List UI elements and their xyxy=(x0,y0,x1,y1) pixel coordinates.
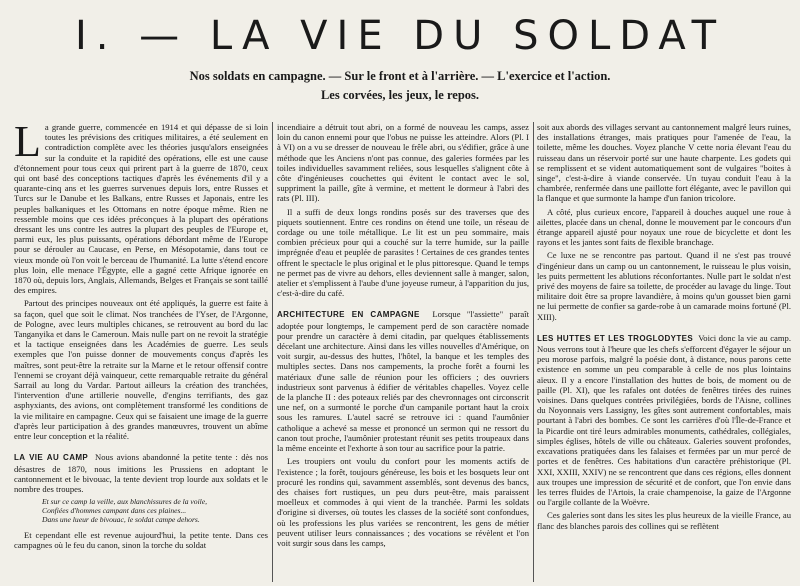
verse-line: Confiées d'hommes campant dans ces plaines... xyxy=(42,506,187,516)
paragraph-with-heading xyxy=(14,452,268,494)
paragraph: incendiaire a détruit tout abri, on a formé de nouveau les camps, assez loin du canon ennemi pour que l'obus ne puisse les atteindre. Alors (Pl. I à VI) on a vu se dresser de nouveau le frêle abri, ou s'édifier, grâce à une méthode que les Anciens n'ont pas connue, des galeries formées par les toiles individuelles savamment reliées, sous lesquelles s'alignent côte à côte d'ingénieuses couchettes qui évitent le contact avec le sol, suppriment la paille, gîte à vermine, et mettent le dormeur à l'abri des rats (Pl. III). xyxy=(277,122,529,204)
verse-line: Et sur ce camp la veille, aux blanchissures de la voile, xyxy=(42,497,208,507)
section-heading-architecture: ARCHITECTURE EN CAMPAGNE xyxy=(277,310,420,320)
verse-quote xyxy=(42,497,268,524)
page-title: I. — LA VIE DU SOLDAT xyxy=(74,13,726,59)
subtitle-line-2: Les corvées, les jeux, le repos. xyxy=(320,88,480,102)
paragraph-text: Nous avions abandonné la petite tente : dès nos désastres de 1870, nous imitions les Prussiens en adoptant le cantonnement et le bivouac, la tente devient trop lourde aux soldats et le nombre des troupes. xyxy=(14,452,268,494)
column-rule-2 xyxy=(533,122,534,582)
paragraph-text: Voici donc la vie au camp. Nous verrons tout à l'heure que les chefs s'efforcent d'égayer le séjour un peu morose parfois, malgré la poésie dont, à distance, nous parons cette existence en somme un peu comparable à celle de nos plus lointains aïeux. Il y a encore l'installation des huttes de bois, de moment ou de paille (Pl. XI), que les rafales ont dotées de fenêtres tirées des ruines voisines. Dans quelques contrées privilégiées, bords de l'Aisne, collines du Noyonnais vers Lassigny, les gîtes sont autrement confortables, mais pourtant à l'abri des bombes. Ce sont les carrières d'où l'Île-de-France et la Picardie ont tiré leurs admirables monuments, cathédrales, collégiales, simples églises, hôtels de ville ou châteaux. Galeries souvent profondes, excavations pratiquées dans les falaises et fermées par un mur percé de portes et de fenêtres. Ces habitations d'un caractère préhistorique (Pl. XXI, XXIII, XXIV) ne se rencontrent que dans ces régions, elles donnent aux troupes une impression de sécurité et de confort, que l'on envie dans les terres fluides de l'Artois, la craie champenoise, la gaize de l'Argonne ou l'argile collante de la Woëvre. xyxy=(537,332,791,508)
section-heading-vie-au-camp: LA VIE AU CAMP xyxy=(14,453,89,463)
paragraph: Les troupiers ont voulu du confort pour les moments actifs de l'existence ; la forêt, toujours généreuse, les bois et les bosquets leur ont procuré les rondins qui, savamment assemblés, sont devenus des bancs, des chaises fort rustiques, un peu durs peut-être, mais paraissent moelleux et commodes à qui vient de la tranchée. Parmi les soldats d'origine si diverses, où toutes les classes de la société sont confondues, où les professions les plus variées se rencontrent, les gens de métier peuvent utiliser leurs connaissances ; des vocations se révèlent et l'on voit surgir sous dans les camps, xyxy=(277,456,529,548)
text-column-2 xyxy=(277,122,529,584)
paragraph-text: a grande guerre, commencée en 1914 et qui dépasse de si loin toutes les prévisions des critiques militaires, a été seulement en contradiction complète avec les théories jusqu'alors enseignées sur la conduite et la rapidité des opérations, elle est une cause d'étonnement pour tous ceux qui prirent part à la guerre de 1870, ceux qui ont basé des conceptions tactiques d'après les événements d'il y a quarante-cinq ans et les guerres survenues depuis lors, entre Russes et Turcs sur le Danube et les Balkans, entre Russes et Japonais, entre les peuples balkaniques et les Ottomans en notre époque même. Rien ne ressemble moins que ces idées préconçues à la plupart des opérations dressant les uns contre les autres la plupart des peuples de l'Europe et, parmi eux, les plus puissants, opérations débordant même de l'Europe pour se dérouler au Caucase, en Perse, en Mésopotamie, dans tout ce vieux monde où l'on voit le berceau de l'humanité. La lutte s'étend encore plus loin, elle menace l'Égypte, elle a gagné cette Afrique ignorée en 1870 où, depuis lors, Anglais, Allemands, Belges et Français se sont taillé des empires. xyxy=(14,122,268,296)
paragraph: Et cependant elle est revenue aujourd'hui, la petite tente. Dans ces campagnes où le feu du canon, sinon la torche du soldat xyxy=(14,530,268,551)
paragraph: Il a suffi de deux longs rondins posés sur des traverses que des piquets soutiennent. Entre ces rondins on étend une toile, un réseau de cordage ou une toile métallique. Le lit est un peu sommaire, mais combien précieux pour qui a couché sur la terre humide, sur la paille imprégnée d'eau et peuplée de parasites ! Certaines de ces grandes tentes offrent le spectacle le plus original et le plus pittoresque. Quand le temps ne permet pas de vivre au dehors, elles deviennent salle à manger, salon, atelier et s'emplissent à l'aube d'une joyeuse rumeur, à l'apparition du jus, c'est-à-dire du café. xyxy=(277,206,529,299)
paragraph-with-heading xyxy=(537,333,791,507)
paragraph: Partout des principes nouveaux ont été appliqués, la guerre est faite à sa façon, quel que soit le climat. Nos tranchées de l'Yser, de l'Argonne, de Pologne, avec leurs multiples chicanes, se retrouvent au bord du lac Tanganyika et dans le Cameroun. Mais nulle part on ne revoit la stratégie et la tactique enseignées dans les Académies de guerre. Les seuls exemples que l'on puisse donner de mouvements conçus d'après les maîtres, sont peut-être la retraite sur la Marne et le retour offensif contre l'ennemi se croyant déjà vainqueur, cette remarquable retraite du général Sarrail au long du Vardar. Partout ailleurs la création des tranchées, l'intervention d'une artillerie nouvelle, d'engins terrifiants, des gaz asphyxiants, des avions, ont complètement transformé les conditions de la vie militaire en campagne. Ceux qui se faisaient une image de la guerre d'après leur participation à des grandes manœuvres, trouvent un abîme entre leur conception et la réalité. xyxy=(14,298,268,442)
subtitle-line-1: Nos soldats en campagne. — Sur le front et à l'arrière. — L'exercice et l'action. xyxy=(189,69,611,83)
paragraph: Ce luxe ne se rencontre pas partout. Quand il ne s'est pas trouvé d'ingénieur dans un camp ou un cantonnement, le ruisseau le plus voisin, les puits permettent les ablutions réconfortantes. Nulle part le soldat n'est privé des moyens de faire sa toilette, de procéder au lavage du linge. Tout militaire doit être sa propre lavandière, à moins qu'un gousset bien garni ne lui permette de confier sa garde-robe à un camarade moins fortuné (Pl. XIII). xyxy=(537,250,791,322)
spacer xyxy=(14,444,268,452)
paragraph: A côté, plus curieux encore, l'appareil à douches auquel une roue à ailettes, placée dans un chenal, donne le mouvement par le concours d'un étrange appareil ajusté pour noyaux une roue de bicyclette et dont les rayons et les jantes sont faits de flexible branchage. xyxy=(537,206,791,248)
paragraph: Ces galeries sont dans les sites les plus heureux de la vieille France, au flanc des blanches parois des collines qui se reflètent xyxy=(537,510,791,531)
paragraph: soit aux abords des villages servant au cantonnement malgré leurs ruines, des installations étranges, mais pratiques pour l'amenée de l'eau, la toilette, même les douches. Voyez planche V cette noria élevant l'eau du ruisseau dans un réservoir porté sur une haute charpente. Les godets qui se remplissent et se vident automatiquement sont de vulgaires "boites à singe", c'est-à-dire à viande conservée. Un tuyau conduit l'eau à la chambrée, renfermée dans une paillotte fort élégante, avec le pavillon qui la flanque et que surmonte la hampe d'un fanion tricolore. xyxy=(537,122,791,204)
section-heading-huttes: LES HUTTES ET LES TROGLODYTES xyxy=(537,333,694,343)
verse-line: Dans une lueur de bivouac, le soldat campe dehors. xyxy=(42,515,200,525)
spacer xyxy=(277,301,529,309)
column-rule-1 xyxy=(272,122,273,582)
text-column-1 xyxy=(14,122,268,584)
paragraph xyxy=(14,122,268,295)
text-column-3 xyxy=(537,122,791,584)
spacer xyxy=(537,325,791,333)
paragraph-with-heading xyxy=(277,309,529,453)
paragraph-text: Lorsque "l'assiette" paraît adoptée pour longtemps, le campement perd de son caractère nomade pour prendre un caractère à demi citadin, par quelques établissements décelant une architecture. Ainsi dans les villes nouvelles d'Amérique, on voit surgir, au-dessus des huttes, l'hôtel, la banque et les temples des multiples sectes. Dans nos campements, la proche forêt a fourni les matériaux d'une salle de réunion pour les officiers ; des ouvriers industrieux sont parvenus à édifier de véritables chapelles. Voyez celle de la planche II : des poteaux reliés par des chevronnages ont circonscrit une nef, on a surmonté le porche d'un campanile portant haut la croix sous les ramures. L'autel sacré se retrouve ici : quand l'aumônier catholique a achevé sa messe et prononcé un sermon qui ne ressort du canon tout proche, l'aumônier protestant réunit ses petits troupeaux dans la même enceinte et l'exhorte à son tour au sacrifice pour la patrie. xyxy=(277,309,529,454)
drop-cap: L xyxy=(14,122,41,166)
